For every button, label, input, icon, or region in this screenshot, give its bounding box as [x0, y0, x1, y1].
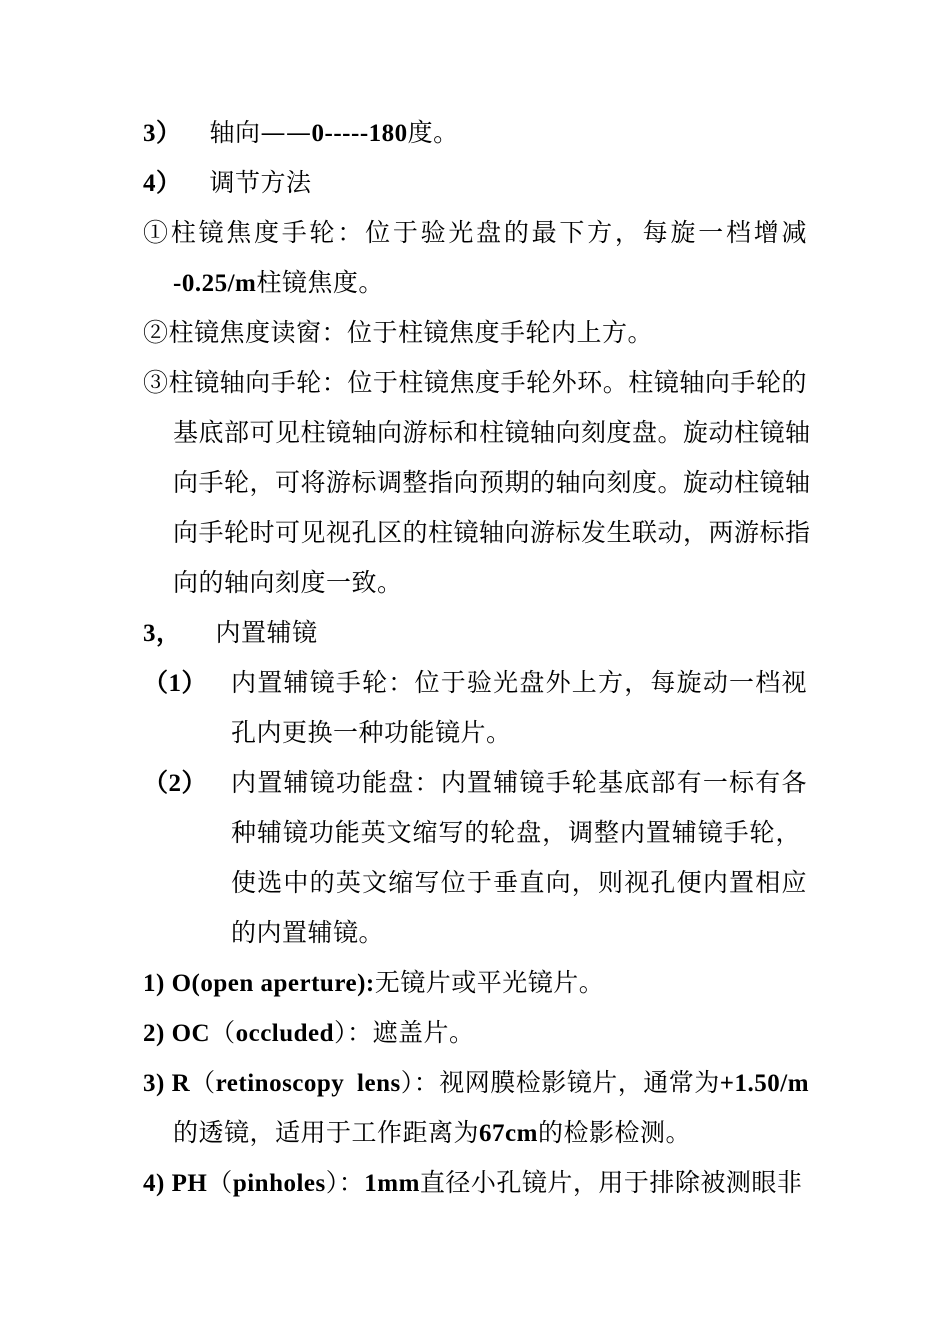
- section-number: 3，: [143, 620, 182, 647]
- lens-desc: 直径小孔镜片，用于排除被测眼非: [419, 1168, 803, 1197]
- paragraph-text: ③柱镜轴向手轮：位于柱镜焦度手轮外环。柱镜轴向手轮的: [143, 368, 807, 397]
- lens-o-open-aperture: [143, 966, 604, 1001]
- item-2-aux-dial-cont-3: [231, 916, 384, 950]
- lens-desc: ）：视网膜检影镜片，通常为: [400, 1068, 720, 1097]
- lens-name: retinoscopy lens: [215, 1070, 401, 1097]
- lens-ph-pinholes: [143, 1166, 802, 1201]
- item-number: （1）: [143, 670, 208, 697]
- item-text: 种辅镜功能英文缩写的轮盘，调整内置辅镜手轮，: [231, 818, 801, 847]
- lens-desc: 的透镜，适用于工作距离为: [173, 1118, 480, 1147]
- item-text: 孔内更换一种功能镜片。: [231, 718, 512, 747]
- section-heading: 内置辅镜: [215, 618, 318, 647]
- item-number: （2）: [143, 770, 208, 797]
- lens-code: 4) PH: [143, 1170, 208, 1197]
- paragraph-cyl-power-wheel: [143, 216, 807, 250]
- power-step: -0.25/m: [173, 270, 257, 297]
- working-distance: 67cm: [479, 1120, 538, 1147]
- item-text: 的内置辅镜。: [231, 918, 385, 947]
- axis-range: 0-----180: [311, 120, 408, 147]
- paragraph-cyl-axis-wheel-cont-4: [173, 566, 403, 600]
- lens-code: 2) OC: [143, 1020, 211, 1047]
- lens-oc-occluded: [143, 1016, 475, 1051]
- paragraph-text: 向手轮，可将游标调整指向预期的轴向刻度。旋动柱镜轴: [173, 468, 811, 497]
- lens-code: 1) O(open aperture):: [143, 970, 375, 997]
- item-text: 内置辅镜功能盘：内置辅镜手轮基底部有一标有各: [231, 768, 807, 797]
- paragraph-cyl-power-window: [143, 316, 653, 350]
- paragraph-cyl-axis-wheel-cont-2: [173, 466, 811, 500]
- item-4-method: [143, 166, 312, 201]
- item-2-aux-dial-cont-1: [231, 816, 801, 850]
- lens-name: pinholes: [232, 1170, 326, 1197]
- item-text-end: 度。: [407, 118, 459, 147]
- item-3-axis: [143, 116, 459, 151]
- paren-open: （: [207, 1168, 233, 1197]
- paragraph-text: 向手轮时可见视孔区的柱镜轴向游标发生联动，两游标指: [173, 518, 811, 547]
- lens-desc: ）：遮盖片。: [334, 1018, 475, 1047]
- lens-code: 3) R: [143, 1070, 191, 1097]
- item-number: 4）: [143, 170, 182, 197]
- paragraph-text: 柱镜焦度。: [256, 268, 384, 297]
- item-2-aux-dial-cont-2: [231, 866, 807, 900]
- item-1-aux-wheel: [143, 666, 807, 701]
- item-1-aux-wheel-cont: [231, 716, 512, 750]
- lens-r-retinoscopy-cont: [173, 1116, 691, 1151]
- item-text: 内置辅镜手轮：位于验光盘外上方，每旋动一档视: [231, 668, 807, 697]
- lens-desc: 无镜片或平光镜片。: [374, 968, 605, 997]
- paren-close: ）：: [325, 1168, 365, 1197]
- lens-r-retinoscopy: [143, 1066, 809, 1101]
- lens-desc-end: 的检影检测。: [537, 1118, 691, 1147]
- lens-power: +1.50/m: [719, 1070, 810, 1097]
- item-2-aux-dial: [143, 766, 807, 801]
- item-text: 调节方法: [209, 168, 312, 197]
- paragraph-cyl-power-wheel-cont: [173, 266, 384, 301]
- paragraph-text: 向的轴向刻度一致。: [173, 568, 403, 597]
- section-3-aux-lenses: [143, 616, 318, 651]
- paragraph-text: 基底部可见柱镜轴向游标和柱镜轴向刻度盘。旋动柱镜轴: [173, 418, 811, 447]
- paragraph-text: ①柱镜焦度手轮：位于验光盘的最下方，每旋一档增减: [143, 218, 807, 247]
- item-text: 轴向——: [209, 118, 312, 147]
- paragraph-cyl-axis-wheel: [143, 366, 807, 400]
- pinhole-size: 1mm: [364, 1170, 420, 1197]
- item-number: 3）: [143, 120, 182, 147]
- paragraph-cyl-axis-wheel-cont-3: [173, 516, 811, 550]
- paragraph-text: ②柱镜焦度读窗：位于柱镜焦度手轮内上方。: [143, 318, 654, 347]
- paren-open: （: [210, 1018, 236, 1047]
- paragraph-cyl-axis-wheel-cont-1: [173, 416, 811, 450]
- lens-name: occluded: [235, 1020, 335, 1047]
- paren-open: （: [190, 1068, 216, 1097]
- item-text: 使选中的英文缩写位于垂直向，则视孔便内置相应: [231, 868, 807, 897]
